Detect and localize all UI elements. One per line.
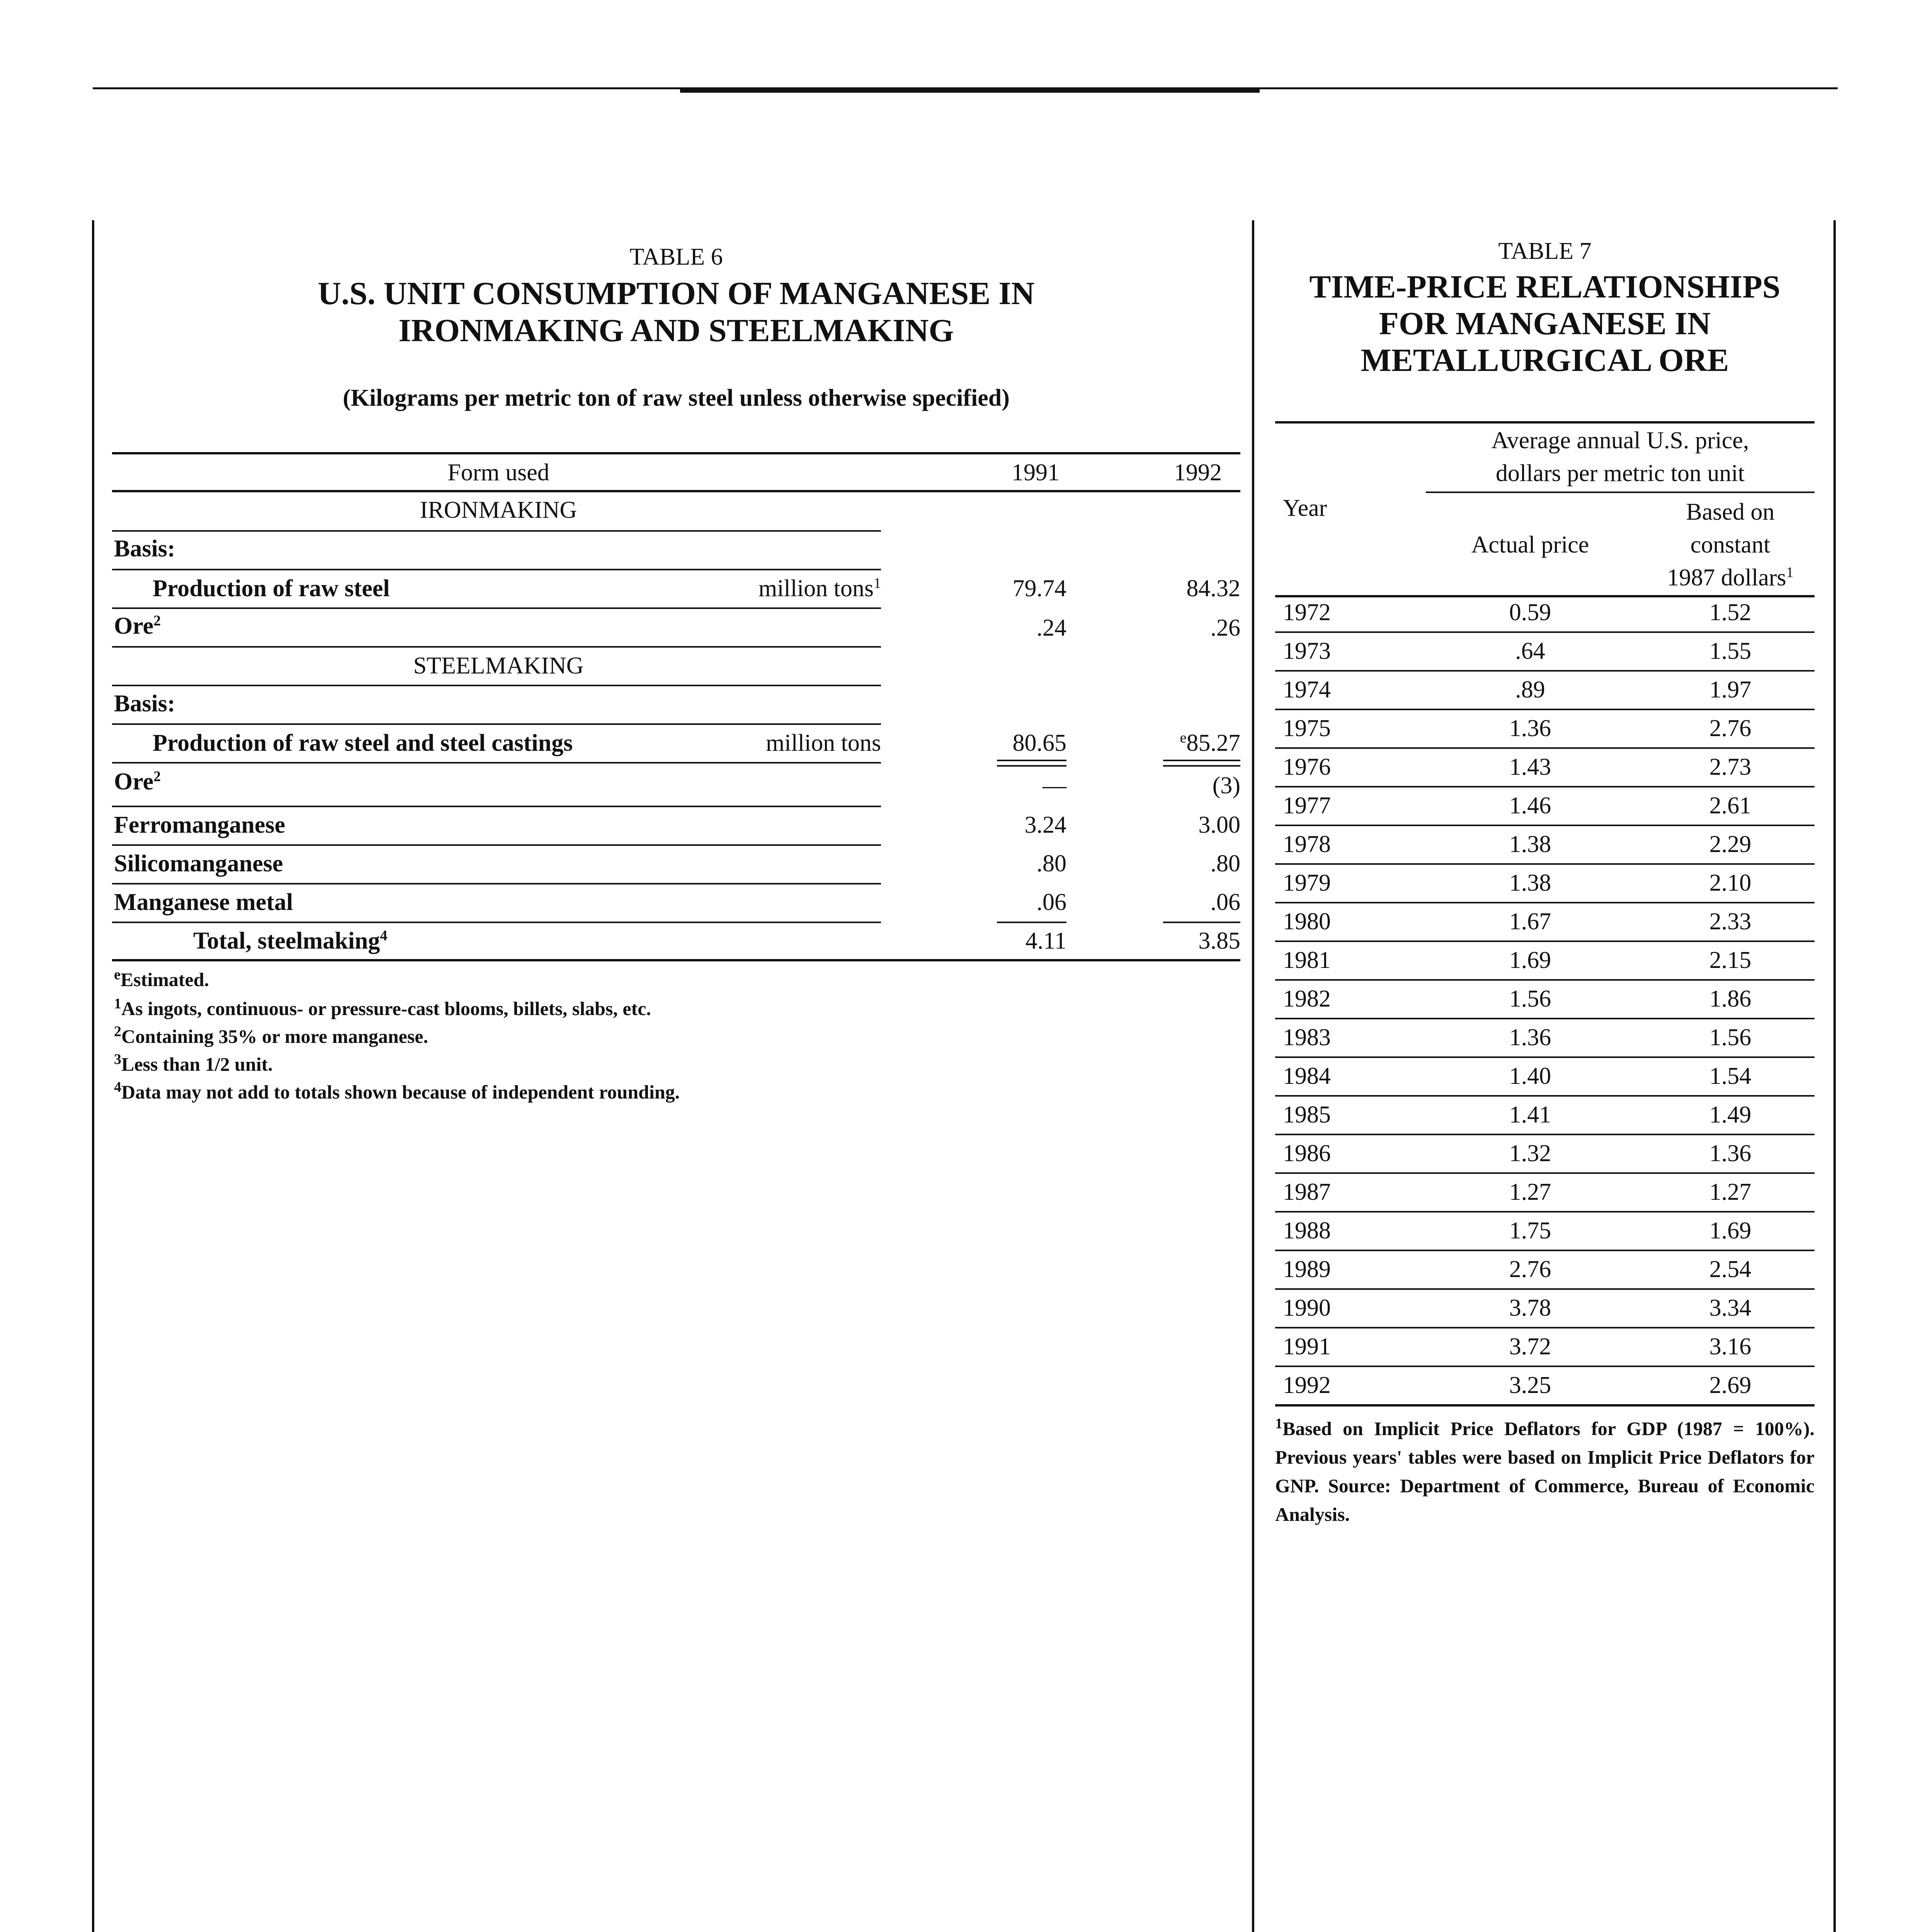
table-row xyxy=(1275,1063,1815,1101)
table6-row-1992: 3.00 xyxy=(1198,812,1240,838)
table6-footnote xyxy=(114,1053,273,1076)
row-rule xyxy=(1275,1211,1815,1213)
footnote-text: As ingots, continuous- or pressure-cast blooms, billets, slabs, etc. xyxy=(121,998,651,1019)
footnote-mark: 1 xyxy=(1275,1415,1282,1432)
constant-price-cell: 2.61 xyxy=(1709,793,1752,819)
year-cell: 1975 xyxy=(1283,715,1331,742)
year-cell: 1990 xyxy=(1283,1295,1331,1321)
footnote-ref: 1 xyxy=(874,575,881,592)
table6-steelmaking-production-1991: 80.65 xyxy=(1012,730,1066,756)
table7-header-const-line2: constant xyxy=(1690,532,1770,558)
table6-total-1991: 4.11 xyxy=(1025,928,1066,954)
table6-total-text: Total, steelmaking xyxy=(193,928,380,954)
constant-price-cell: 2.73 xyxy=(1709,754,1752,780)
actual-price-cell: 1.46 xyxy=(1509,793,1551,819)
row-rule xyxy=(1275,825,1815,826)
row-rule xyxy=(1275,1018,1815,1019)
table6-header-rule xyxy=(112,490,1240,492)
table6-footnote xyxy=(114,997,651,1020)
table7-header-actual: Actual price xyxy=(1471,532,1589,558)
left-column-rule xyxy=(92,220,94,1932)
table-row xyxy=(1275,792,1815,831)
constant-price-cell: 2.54 xyxy=(1709,1256,1752,1282)
table6-header-1992: 1992 xyxy=(1174,459,1222,486)
table6-divider xyxy=(112,762,881,764)
table6-ironmaking-basis: Basis: xyxy=(114,536,175,562)
table7-header-rule xyxy=(1275,595,1815,597)
table6-label: TABLE 6 xyxy=(629,244,723,270)
actual-price-cell: 1.40 xyxy=(1509,1063,1551,1089)
year-cell: 1977 xyxy=(1283,793,1331,819)
total-rule xyxy=(1163,922,1240,923)
year-cell: 1986 xyxy=(1283,1140,1331,1167)
table6-divider xyxy=(112,646,881,648)
table6-ironmaking-production-unit-text: million tons xyxy=(759,575,874,602)
year-cell: 1987 xyxy=(1283,1179,1331,1205)
footnote-mark: 1 xyxy=(114,995,121,1012)
constant-price-cell: 2.10 xyxy=(1709,870,1752,896)
row-rule xyxy=(1275,940,1815,942)
table6-ironmaking-ore-1992: .26 xyxy=(1210,615,1240,641)
table-row xyxy=(1275,908,1815,947)
table6-footnote xyxy=(114,968,209,991)
table7-header-year: Year xyxy=(1283,495,1327,521)
constant-price-cell: 1.49 xyxy=(1709,1102,1752,1128)
estimate-mark: e xyxy=(1180,730,1187,746)
footnote-mark: 3 xyxy=(114,1051,121,1068)
table7-header-group-line1: Average annual U.S. price, xyxy=(1491,427,1749,454)
actual-price-cell: .89 xyxy=(1515,677,1545,703)
actual-price-cell: 1.38 xyxy=(1509,870,1551,896)
table7-header-const-line1: Based on xyxy=(1686,499,1775,525)
year-cell: 1979 xyxy=(1283,870,1331,896)
constant-price-cell: 2.15 xyxy=(1709,947,1752,973)
footnote-ref: 1 xyxy=(1786,564,1794,581)
table-row xyxy=(1275,599,1815,638)
table-row xyxy=(1275,753,1815,792)
year-cell: 1991 xyxy=(1283,1333,1331,1360)
table-row xyxy=(1275,1333,1815,1372)
footnote-mark: 4 xyxy=(114,1079,121,1095)
year-cell: 1984 xyxy=(1283,1063,1331,1089)
actual-price-cell: 1.36 xyxy=(1509,1024,1551,1051)
table6-ironmaking-heading: IRONMAKING xyxy=(420,497,577,523)
actual-price-cell: 1.67 xyxy=(1509,908,1551,935)
row-rule xyxy=(1275,979,1815,981)
double-rule xyxy=(1163,760,1240,761)
row-rule xyxy=(1275,709,1815,710)
year-cell: 1982 xyxy=(1283,986,1331,1012)
row-rule xyxy=(1275,1327,1815,1328)
footnote-text: Estimated. xyxy=(120,969,209,990)
table6-header-form: Form used xyxy=(447,459,549,486)
year-cell: 1985 xyxy=(1283,1102,1331,1128)
table7-header-group-line2: dollars per metric ton unit xyxy=(1496,460,1745,486)
actual-price-cell: 0.59 xyxy=(1509,599,1551,626)
row-rule xyxy=(1275,1288,1815,1290)
table6-divider xyxy=(112,922,881,923)
table6-ironmaking-production-label: Production of raw steel xyxy=(153,575,390,602)
actual-price-cell: 1.69 xyxy=(1509,947,1551,973)
constant-price-cell: 1.27 xyxy=(1709,1179,1752,1205)
table6-divider xyxy=(112,806,881,807)
row-rule xyxy=(1275,1172,1815,1174)
row-rule xyxy=(1275,670,1815,672)
table6-steelmaking-production-label: Production of raw steel and steel castings xyxy=(153,730,573,756)
constant-price-cell: 1.36 xyxy=(1709,1140,1752,1167)
table6-divider xyxy=(112,569,881,570)
constant-price-cell: 2.76 xyxy=(1709,715,1752,742)
constant-price-cell: 2.29 xyxy=(1709,831,1752,857)
table-row xyxy=(1275,1024,1815,1063)
table6-steelmaking-ore-1992: (3) xyxy=(1212,772,1240,799)
footnote-text: Containing 35% or more manganese. xyxy=(121,1026,428,1047)
constant-price-cell: 1.69 xyxy=(1709,1218,1752,1244)
table6-divider xyxy=(112,685,881,686)
year-cell: 1992 xyxy=(1283,1372,1331,1398)
table6-ironmaking-production-1991: 79.74 xyxy=(1012,575,1066,602)
table7-footnote-text: Based on Implicit Price Deflators for GDP (1987 = 100%). Previous years' tables were based on Implicit Price Deflators for GNP. Source: Department of Commerce, Bureau of Economic Analysis. xyxy=(1275,1418,1815,1525)
table6-steelmaking-production-unit: million tons xyxy=(766,730,881,756)
footnote-mark: e xyxy=(114,966,121,983)
actual-price-cell: 1.43 xyxy=(1509,754,1551,780)
constant-price-cell: 1.56 xyxy=(1709,1024,1752,1051)
footnote-text: Data may not add to totals shown because of independent rounding. xyxy=(121,1081,680,1103)
total-rule xyxy=(997,922,1066,923)
table7-header-const-line3 xyxy=(1646,564,1815,591)
table6-steelmaking-production-1992-value: 85.27 xyxy=(1186,730,1240,756)
table6-ironmaking-production-1992: 84.32 xyxy=(1186,575,1240,602)
table6-row-1991: 3.24 xyxy=(1024,812,1066,838)
table6-ironmaking-ore-label xyxy=(114,612,161,639)
table6-title-line1: U.S. UNIT CONSUMPTION OF MANGANESE IN xyxy=(318,276,1035,311)
table-row xyxy=(1275,1217,1815,1256)
table-row xyxy=(1275,1101,1815,1140)
table-row xyxy=(1275,638,1815,676)
year-cell: 1974 xyxy=(1283,677,1331,703)
table6-ironmaking-ore-text: Ore xyxy=(114,613,154,639)
double-rule xyxy=(997,760,1066,761)
table6-row-1992: .06 xyxy=(1210,889,1240,915)
table6-total-label xyxy=(193,927,387,954)
actual-price-cell: 3.72 xyxy=(1509,1333,1551,1360)
table6-top-rule xyxy=(112,452,1240,454)
table6-ironmaking-ore-1991: .24 xyxy=(1036,615,1066,641)
top-rule-thick xyxy=(680,87,1260,93)
table7-header-const-line3-text: 1987 dollars xyxy=(1667,565,1786,591)
constant-price-cell: 2.33 xyxy=(1709,908,1752,935)
constant-price-cell: 1.54 xyxy=(1709,1063,1752,1089)
table6-steelmaking-production-1992 xyxy=(1132,730,1240,757)
year-cell: 1972 xyxy=(1283,599,1331,626)
actual-price-cell: 3.78 xyxy=(1509,1295,1551,1321)
table-row xyxy=(1275,676,1815,715)
constant-price-cell: 1.55 xyxy=(1709,638,1752,664)
table6-row-label: Silicomanganese xyxy=(114,850,283,877)
table7-label: TABLE 7 xyxy=(1498,238,1592,264)
table6-divider xyxy=(112,530,881,532)
table6-footnote xyxy=(114,1080,680,1104)
table6-subtitle: (Kilograms per metric ton of raw steel unless otherwise specified) xyxy=(343,385,1010,411)
year-cell: 1981 xyxy=(1283,947,1331,973)
row-rule xyxy=(1275,902,1815,903)
constant-price-cell: 2.69 xyxy=(1709,1372,1752,1398)
year-cell: 1988 xyxy=(1283,1218,1331,1244)
year-cell: 1978 xyxy=(1283,831,1331,857)
year-cell: 1973 xyxy=(1283,638,1331,664)
table-row xyxy=(1275,1179,1815,1217)
row-rule xyxy=(1275,631,1815,633)
footnote-mark: 2 xyxy=(114,1023,121,1040)
table7-bottom-rule xyxy=(1275,1404,1815,1406)
right-column-rule xyxy=(1833,220,1836,1932)
table6-bottom-rule xyxy=(112,959,1240,961)
table6-title-line2: IRONMAKING AND STEELMAKING xyxy=(398,313,954,349)
table6-row-label: Manganese metal xyxy=(114,889,293,915)
actual-price-cell: 2.76 xyxy=(1509,1256,1551,1282)
constant-price-cell: 3.34 xyxy=(1709,1295,1752,1321)
footnote-ref: 2 xyxy=(153,612,161,629)
row-rule xyxy=(1275,1134,1815,1135)
table-row xyxy=(1275,1256,1815,1294)
table7-title-line3: METALLURGICAL ORE xyxy=(1361,342,1729,378)
actual-price-cell: 1.41 xyxy=(1509,1102,1551,1128)
actual-price-cell: .64 xyxy=(1515,638,1545,664)
table-row xyxy=(1275,831,1815,869)
table7-title-line1: TIME-PRICE RELATIONSHIPS xyxy=(1309,269,1781,305)
table-row xyxy=(1275,1372,1815,1410)
table-row xyxy=(1275,1294,1815,1333)
constant-price-cell: 1.52 xyxy=(1709,599,1752,626)
actual-price-cell: 3.25 xyxy=(1509,1372,1551,1398)
double-rule xyxy=(1163,765,1240,767)
table7-footnote xyxy=(1275,1414,1815,1529)
table6-row-1992: .80 xyxy=(1210,850,1240,877)
row-rule xyxy=(1275,1056,1815,1058)
row-rule xyxy=(1275,786,1815,787)
table6-steelmaking-ore-1991: — xyxy=(1043,772,1066,799)
table6-steelmaking-basis: Basis: xyxy=(114,690,175,717)
table-row xyxy=(1275,715,1815,753)
table6-steelmaking-ore-label xyxy=(114,768,161,795)
table6-divider xyxy=(112,723,881,725)
table7-title-line2: FOR MANGANESE IN xyxy=(1379,306,1711,342)
table7-top-rule xyxy=(1275,421,1815,423)
footnote-text: Less than 1/2 unit. xyxy=(121,1053,273,1075)
table6-row-1991: .06 xyxy=(1036,889,1066,915)
table6-header-1991: 1991 xyxy=(1012,459,1060,486)
actual-price-cell: 1.75 xyxy=(1509,1218,1551,1244)
table6-total-1992: 3.85 xyxy=(1198,928,1240,954)
table-row xyxy=(1275,869,1815,908)
footnote-ref: 2 xyxy=(153,768,161,785)
double-rule xyxy=(997,765,1066,767)
constant-price-cell: 1.97 xyxy=(1709,677,1752,703)
table6-steelmaking-heading: STEELMAKING xyxy=(413,653,584,679)
actual-price-cell: 1.27 xyxy=(1509,1179,1551,1205)
year-cell: 1976 xyxy=(1283,754,1331,780)
table6-steelmaking-ore-text: Ore xyxy=(114,769,154,795)
constant-price-cell: 1.86 xyxy=(1709,986,1752,1012)
table6-ironmaking-production-unit xyxy=(657,575,881,602)
table-row xyxy=(1275,985,1815,1024)
table6-row-label: Ferromanganese xyxy=(114,812,286,838)
table6-footnote xyxy=(114,1025,428,1048)
actual-price-cell: 1.38 xyxy=(1509,831,1551,857)
year-cell: 1980 xyxy=(1283,908,1331,935)
footnote-ref: 4 xyxy=(380,927,388,944)
actual-price-cell: 1.36 xyxy=(1509,715,1551,742)
table6-divider xyxy=(112,844,881,846)
row-rule xyxy=(1275,747,1815,749)
constant-price-cell: 3.16 xyxy=(1709,1333,1752,1360)
row-rule xyxy=(1275,1250,1815,1251)
row-rule xyxy=(1275,1095,1815,1097)
year-cell: 1983 xyxy=(1283,1024,1331,1051)
table6-row-1991: .80 xyxy=(1036,850,1066,877)
middle-column-rule xyxy=(1252,220,1254,1932)
row-rule xyxy=(1275,863,1815,865)
row-rule xyxy=(1275,1366,1815,1367)
table-row xyxy=(1275,947,1815,985)
table6-divider xyxy=(112,883,881,884)
table6-divider xyxy=(112,607,881,609)
actual-price-cell: 1.32 xyxy=(1509,1140,1551,1167)
table7-group-rule xyxy=(1426,492,1815,493)
table-row xyxy=(1275,1140,1815,1179)
year-cell: 1989 xyxy=(1283,1256,1331,1282)
actual-price-cell: 1.56 xyxy=(1509,986,1551,1012)
